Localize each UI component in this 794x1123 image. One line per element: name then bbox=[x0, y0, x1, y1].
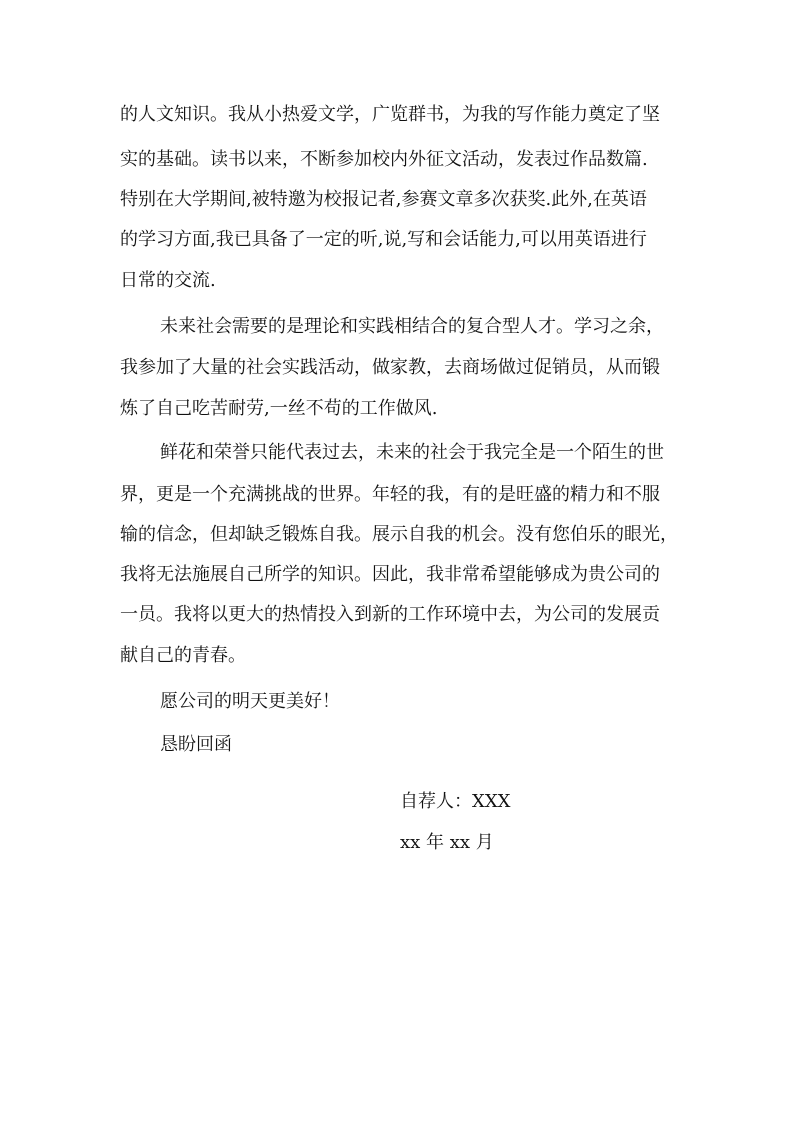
signature-name: 自荐人：XXX bbox=[400, 791, 511, 812]
paragraph-line: 献自己的青春。 bbox=[120, 645, 246, 666]
paragraph-line: 鲜花和荣誉只能代表过去，未来的社会于我完全是一个陌生的世 bbox=[160, 442, 664, 463]
paragraph-line: 我参加了大量的社会实践活动，做家教，去商场做过促销员，从而锻 bbox=[120, 357, 660, 378]
paragraph-line: 的学习方面,我已具备了一定的听,说,写和会话能力,可以用英语进行 bbox=[120, 229, 647, 250]
paragraph-line: 的人文知识。我从小热爱文学，广览群书，为我的写作能力奠定了坚 bbox=[120, 104, 660, 125]
paragraph-line: 实的基础。读书以来，不断参加校内外征文活动，发表过作品数篇. bbox=[120, 149, 648, 170]
paragraph-line: 我将无法施展自己所学的知识。因此，我非常希望能够成为贵公司的 bbox=[120, 564, 660, 585]
paragraph-line: 日常的交流. bbox=[120, 270, 216, 291]
wish-line: 愿公司的明天更美好！ bbox=[160, 691, 340, 712]
paragraph-line: 输的信念，但却缺乏锻炼自我。展示自我的机会。没有您伯乐的眼光， bbox=[120, 524, 678, 545]
paragraph-line: 一员。我将以更大的热情投入到新的工作环境中去，为公司的发展贡 bbox=[120, 604, 660, 625]
paragraph-line: 未来社会需要的是理论和实践相结合的复合型人才。学习之余， bbox=[160, 316, 664, 337]
paragraph-line: 炼了自己吃苦耐劳,一丝不苟的工作做风. bbox=[120, 398, 438, 419]
paragraph-line: 界，更是一个充满挑战的世界。年轻的我，有的是旺盛的精力和不服 bbox=[120, 484, 660, 505]
closing-line: 恳盼回函 bbox=[160, 734, 232, 755]
paragraph-line: 特别在大学期间,被特邀为校报记者,参赛文章多次获奖.此外,在英语 bbox=[120, 189, 647, 210]
signature-date: xx 年 xx 月 bbox=[400, 832, 494, 853]
